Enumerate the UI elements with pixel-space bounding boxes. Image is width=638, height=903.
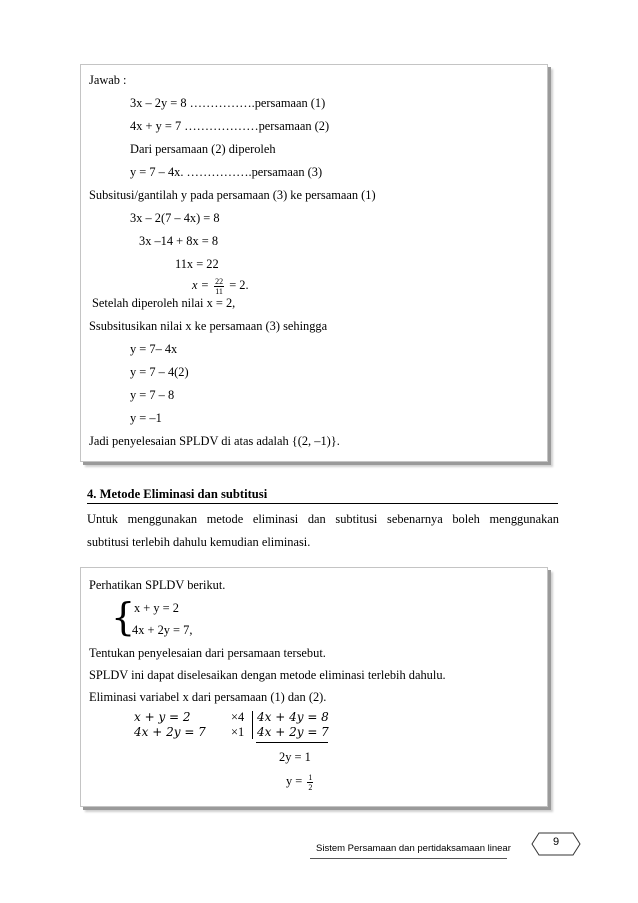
step-2: 3x –14 + 8x = 8 xyxy=(139,234,219,248)
ssubsitusikan-text: Ssubsitusikan nilai x ke persamaan (3) sehingga xyxy=(89,319,328,333)
jawab-label: Jawab : xyxy=(89,73,127,87)
left-brace-icon: { xyxy=(111,595,136,639)
system-eq-2: 4x + 2y = 7, xyxy=(132,623,193,637)
result-y xyxy=(286,770,315,792)
fraction-denominator: 2 xyxy=(308,782,313,792)
dari-text: Dari persamaan (2) diperoleh xyxy=(130,142,276,156)
step-3: 11x = 22 xyxy=(175,257,219,271)
subtraction-line xyxy=(256,742,328,743)
fraction-1-2 xyxy=(307,773,313,792)
section-paragraph-line-1: Untuk menggunakan metode eliminasi dan subtitusi sebenarnya boleh menggunakan xyxy=(87,512,559,526)
fraction-22-11 xyxy=(214,277,224,296)
step-1: 3x – 2(7 – 4x) = 8 xyxy=(130,211,220,225)
section-underline xyxy=(87,503,558,504)
elimination-row-1: x + y = 2 xyxy=(134,710,191,724)
page-number: 9 xyxy=(552,836,560,848)
fraction-numerator: 1 xyxy=(308,772,313,782)
spldv-text: SPLDV ini dapat diselesaikan dengan metode eliminasi terlebih dahulu. xyxy=(89,668,446,682)
substitution-text: Subsitusi/gantilah y pada persamaan (3) ke persamaan (1) xyxy=(89,188,376,202)
y-step-1: y = 7– 4x xyxy=(130,342,178,356)
eliminasi-text: Eliminasi variabel x dari persamaan (1) dan (2). xyxy=(89,690,327,704)
fraction-denominator: 11 xyxy=(215,286,223,296)
multiplier-2: ×1 xyxy=(231,725,245,739)
tentukan-text: Tentukan penyelesaian dari persamaan tersebut. xyxy=(89,646,326,660)
equation-1: 3x – 2y = 8 …………….persamaan (1) xyxy=(130,96,326,110)
result-row-1: 4x + 4y = 8 xyxy=(257,710,329,724)
elimination-row-2: 4x + 2y = 7 xyxy=(134,725,206,739)
equation-3: y = 7 – 4x. …………….persamaan (3) xyxy=(130,165,323,179)
section-paragraph-line-2: subtitusi terlebih dahulu kemudian eliminasi. xyxy=(87,535,311,549)
result-2y: 2y = 1 xyxy=(279,750,311,764)
multiplier-bar xyxy=(252,711,253,739)
y-step-2: y = 7 – 4(2) xyxy=(130,365,189,379)
fraction-numerator: 22 xyxy=(215,276,224,286)
footer-line xyxy=(310,858,507,859)
conclusion-text: Jadi penyelesaian SPLDV di atas adalah {(2, –1)}. xyxy=(89,434,340,448)
section-title: 4. Metode Eliminasi dan subtitusi xyxy=(87,487,268,501)
setelah-text: Setelah diperoleh nilai x = 2, xyxy=(92,296,236,310)
y-step-3: y = 7 – 8 xyxy=(130,388,175,402)
footer-text: Sistem Persamaan dan pertidaksamaan linear xyxy=(316,843,511,854)
step-4-left: x = xyxy=(192,278,209,292)
result-y-left: y = xyxy=(286,774,303,788)
system-eq-1: x + y = 2 xyxy=(134,601,179,615)
perhatikan-text: Perhatikan SPLDV berikut. xyxy=(89,578,226,592)
equation-2: 4x + y = 7 ………………persamaan (2) xyxy=(130,119,330,133)
y-step-4: y = –1 xyxy=(130,411,162,425)
multiplier-1: ×4 xyxy=(231,710,245,724)
result-row-2: 4x + 2y = 7 xyxy=(257,725,329,739)
step-4 xyxy=(192,273,249,297)
step-4-right: = 2. xyxy=(229,278,249,292)
